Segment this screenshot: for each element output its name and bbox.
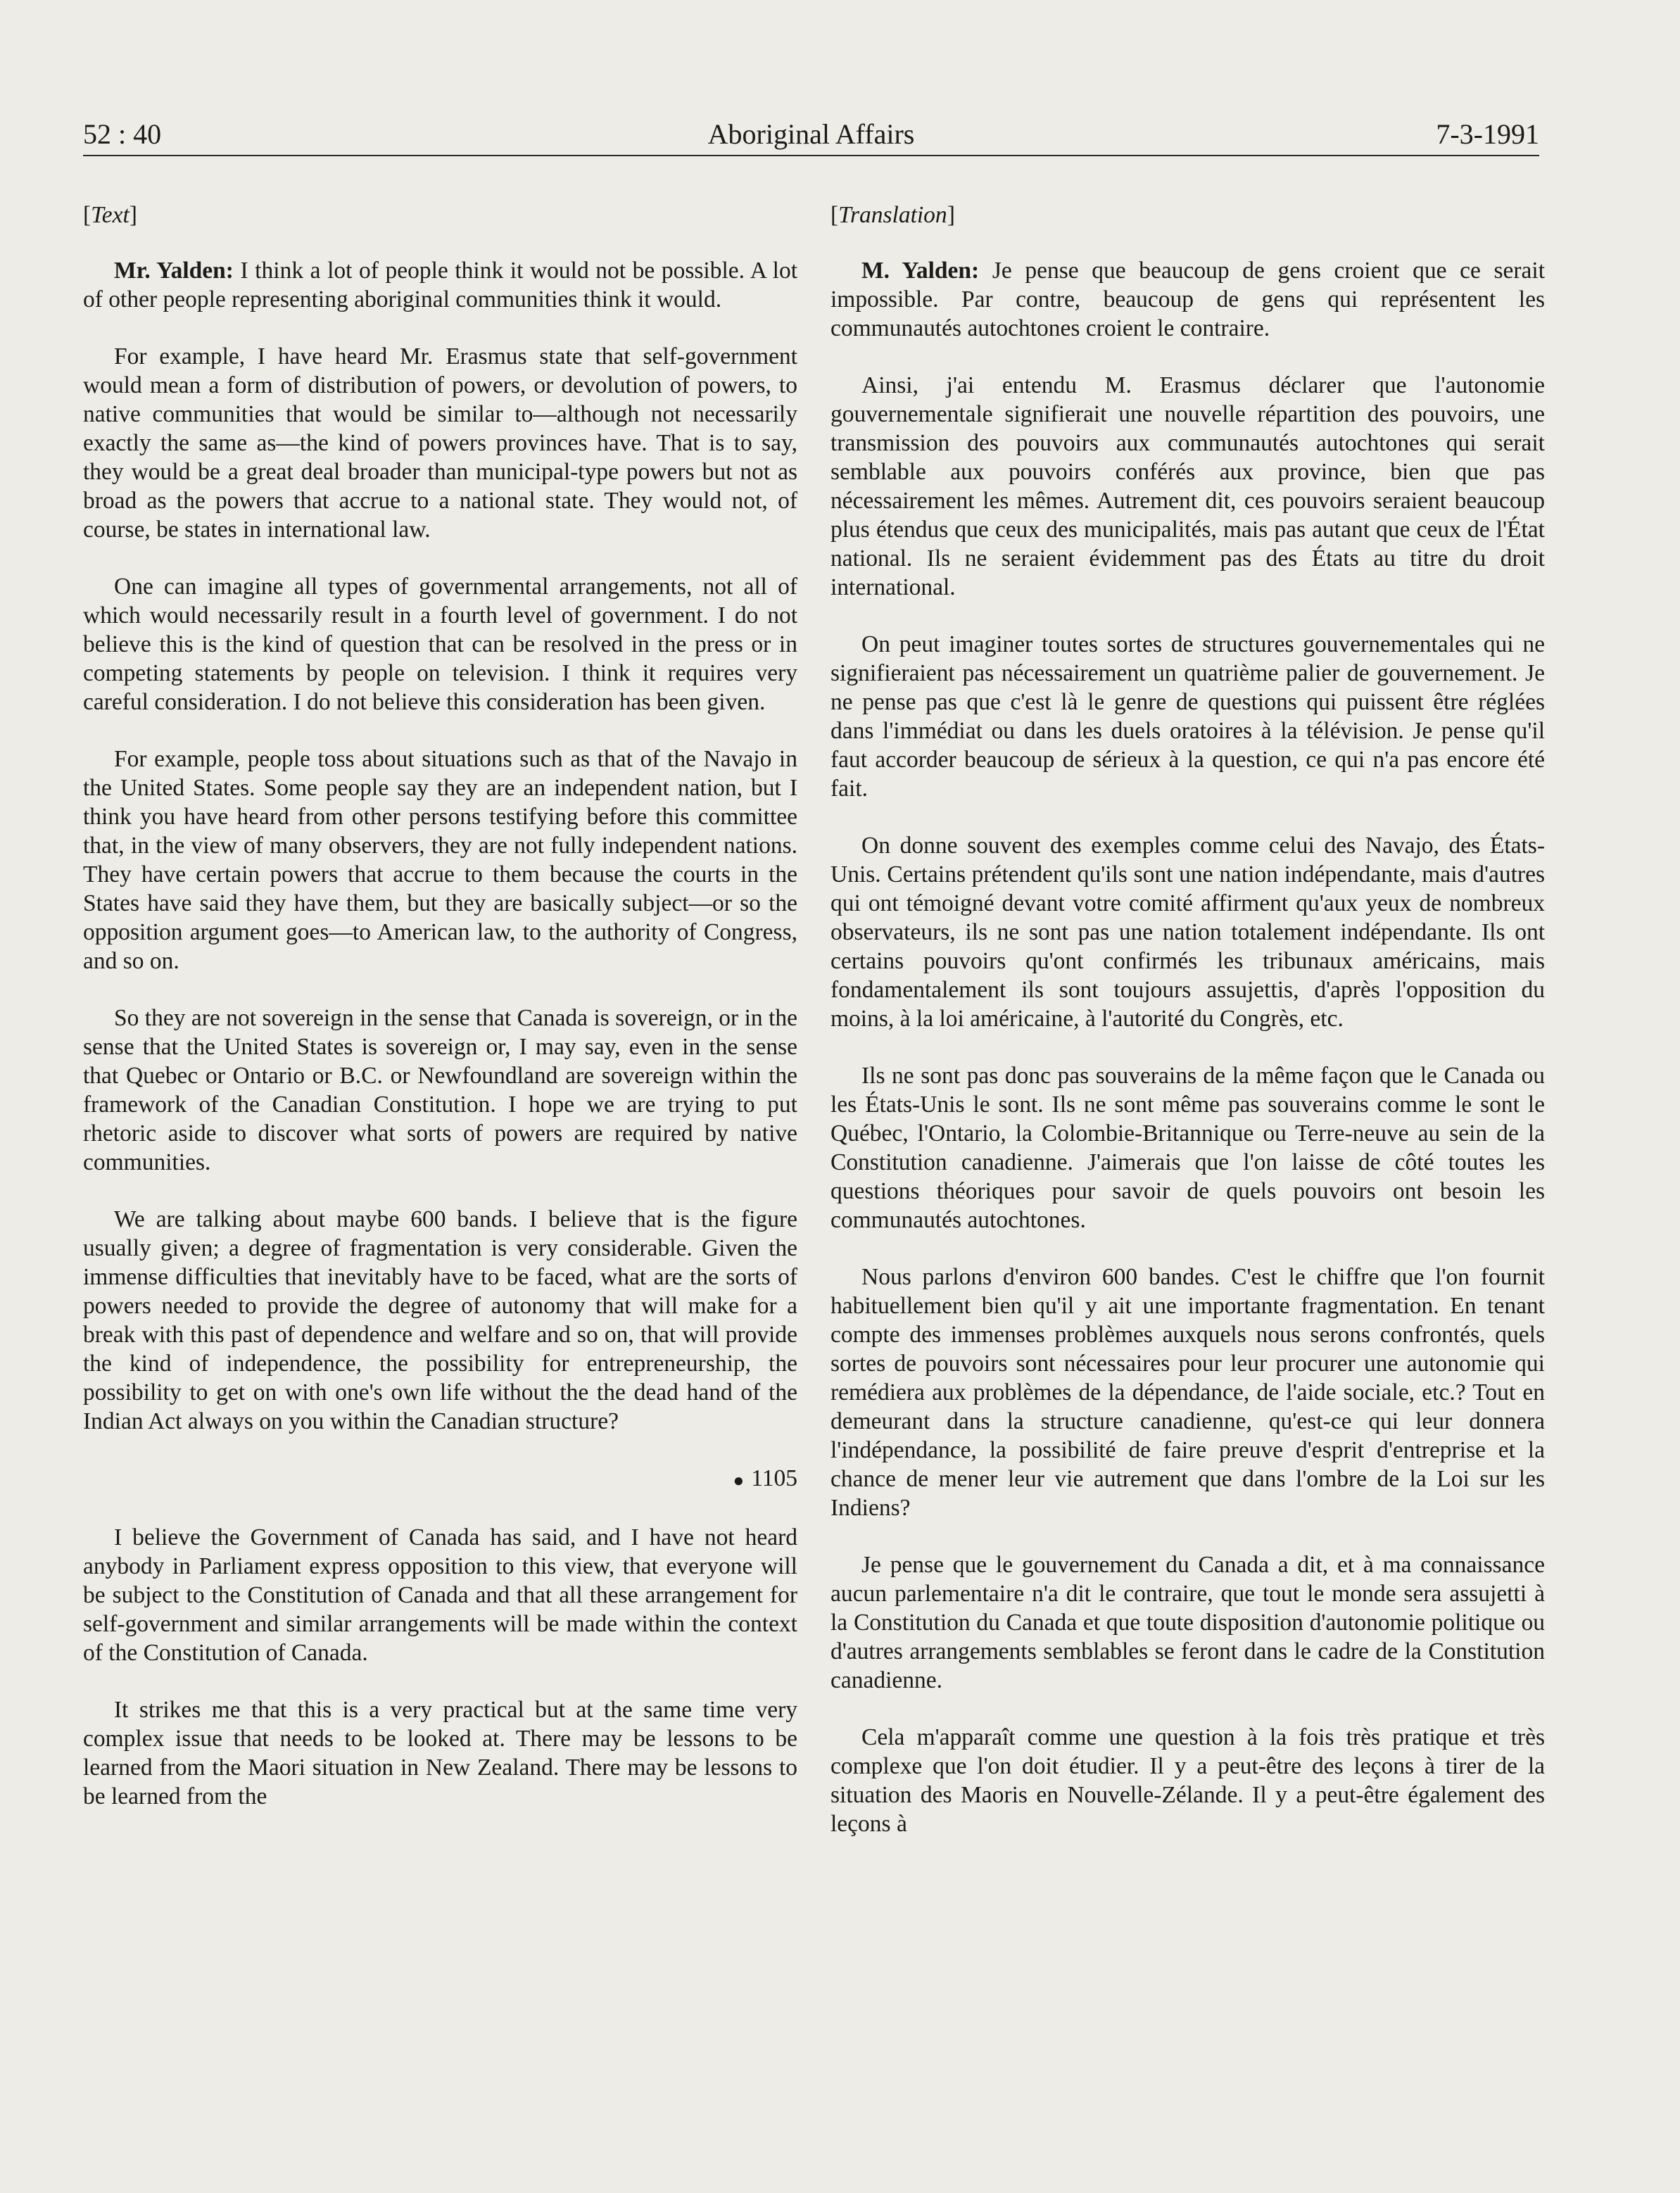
paragraph: Mr. Yalden: I think a lot of people think it would not be possible. A lot of other people representing aboriginal communities think it would. bbox=[83, 258, 798, 312]
paragraph: For example, I have heard Mr. Erasmus state that self-government would mean a form of distribution of powers, or devolution of powers, to native communities that would be similar to—although not necessarily exactly the same as—the kind of powers provinces have. That is to say, they would be a great deal broader than municipal-type powers but not as broad as the powers that accrue to a national state. They would not, of course, be states in international law. bbox=[83, 343, 797, 543]
speaker-name: M. Yalden: bbox=[861, 258, 980, 284]
paragraph: Cela m'apparaît comme une question à la fois très pratique et très complexe que l'on doit étudier. Il y a peut-être des leçons à tirer de la situation des Maoris en Nouvelle-Zélande. Il y a peut-être également des leçons à bbox=[830, 1724, 1545, 1837]
french-column bbox=[830, 201, 1545, 1866]
paragraph: Nous parlons d'environ 600 bandes. C'est le chiffre que l'on fournit habituellement bien qu'il y ait une importante fragmentation. En tenant compte des immenses problèmes auxquels nous serons confrontés, quels sortes de pouvoirs sont nécessaires pour leur procurer une autonomie qui remédiera aux problèmes de la dépendance, de l'aide sociale, etc.? Tout en demeurant dans la structure canadienne, qu'est-ce qui leur donnera l'indépendance, la possibilité de faire preuve d'esprit d'entreprise et la chance de mener leur vie autrement que dans l'ombre de la Loi sur les Indiens? bbox=[830, 1264, 1545, 1521]
paragraph: One can imagine all types of governmental arrangements, not all of which would necessarily result in a fourth level of government. I do not believe this is the kind of question that can be resolved in the press or in competing statements by people on television. I think it requires very careful consideration. I do not believe this consideration has been given. bbox=[83, 574, 797, 715]
paragraph: Ainsi, j'ai entendu M. Erasmus déclarer que l'autonomie gouvernementale signifierait une nouvelle répartition des pouvoirs, une transmission des pouvoirs aux communautés autochtones qui serait semblable aux pouvoirs conférés aux province, bien que pas nécessairement les mêmes. Autrement dit, ces pouvoirs seraient beaucoup plus étendus que ceux des municipalités, mais pas autant que ceux de l'État national. Ils ne seraient évidemment pas des États au titre du droit international. bbox=[830, 372, 1545, 600]
paragraph: Ils ne sont pas donc pas souverains de la même façon que le Canada ou les États-Unis le sont. Ils ne sont même pas souverains comme le sont le Québec, l'Ontario, la Colombie-Britannique ou Terre-neuve au sein de la Constitution canadienne. J'aimerais que l'on laisse de côté toutes les questions théoriques pour savoir de quels pouvoirs ont besoin les communautés autochtones. bbox=[830, 1063, 1545, 1233]
english-column bbox=[83, 201, 797, 1839]
paragraph: So they are not sovereign in the sense that Canada is sovereign, or in the sense that the United States is sovereign or, I may say, even in the sense that Quebec or Ontario or B.C. or Newfoundland are sovereign within the framework of the Canadian Constitution. I hope we are trying to put rhetoric aside to discover what sorts of powers are required by native communities. bbox=[83, 1005, 797, 1175]
paragraph: For example, people toss about situations such as that of the Navajo in the United States. Some people say they are an independent nation, but I think you have heard from other persons testifying before this committee that, in the view of many observers, they are not fully independent nations. They have certain powers that accrue to them because the courts in the States have said they have them, but they are basically subject—or so the opposition argument goes—to American law, to the authority of Congress, and so on. bbox=[83, 746, 797, 974]
paragraph: Je pense que le gouvernement du Canada a dit, et à ma connaissance aucun parlementaire n'a dit le contraire, que tout le monde sera assujetti à la Constitution du Canada et que toute disposition d'autonomie politique ou d'autres arrangements semblables se feront dans le cadre de la Constitution canadienne. bbox=[830, 1552, 1545, 1693]
paragraph: On peut imaginer toutes sortes de structures gouvernementales qui ne signifieraient pas nécessairement un quatrième palier de gouvernement. Je ne pense pas que c'est là le genre de questions qui puissent être réglées dans l'immédiat ou dans les duels oratoires à la télévision. Je pense qu'il faut accorder beaucoup de sérieux à la question, ce qui n'a pas encore été fait. bbox=[830, 631, 1545, 802]
column-tag-text: [Text] bbox=[83, 202, 137, 228]
running-title: Aboriginal Affairs bbox=[707, 118, 915, 150]
paragraph: I believe the Government of Canada has said, and I have not heard anybody in Parliament express opposition to this view, that everyone will be subject to the Constitution of Canada and that all these arrangement for self-government and similar arrangements will be made within the context of the Constitution of Canada. bbox=[83, 1524, 797, 1666]
paragraph: We are talking about maybe 600 bands. I believe that is the figure usually given; a degree of fragmentation is very considerable. Given the immense difficulties that inevitably have to be faced, what are the sorts of powers needed to provide the degree of autonomy that will make for a break with this past of dependence and welfare and so on, that will provide the kind of independence, the possibility for entrepreneurship, the possibility to get on with one's own life without the the dead hand of the Indian Act always on you within the Canadian structure? bbox=[83, 1206, 797, 1434]
paragraph: M. Yalden: Je pense que beaucoup de gens croient que ce serait impossible. Par contre, beaucoup de gens qui représentent les communautés autochtones croient le contraire. bbox=[830, 258, 1546, 341]
time-marker: ● 1105 bbox=[733, 1465, 797, 1491]
speaker-name: Mr. Yalden: bbox=[114, 258, 234, 284]
paragraph: On donne souvent des exemples comme celui des Navajo, des États-Unis. Certains prétendent qu'ils sont une nation indépendante, mais d'autres qui ont témoigné devant votre comité affirment qu'aux yeux de nombreux observateurs, ils ne sont pas une nation totalement indépendante. Ils ont certains pouvoirs qu'ont confirmés les tribunaux américains, mais fondamentalement ils sont toujours assujettis, d'après l'opposition du moins, à la loi américaine, à l'autorité du Congrès, etc. bbox=[830, 833, 1545, 1032]
page-header bbox=[83, 106, 1539, 156]
bullet-icon: ● bbox=[733, 1470, 745, 1491]
column-tag-translation: [Translation] bbox=[830, 202, 955, 228]
paragraph: It strikes me that this is a very practical but at the same time very complex issue that needs to be looked at. There may be lessons to be learned from the Maori situation in New Zealand. There may be lessons to be learned from the bbox=[83, 1696, 797, 1809]
page-number: 52 : 40 bbox=[83, 118, 162, 150]
sitting-date: 7-3-1991 bbox=[1436, 118, 1539, 150]
